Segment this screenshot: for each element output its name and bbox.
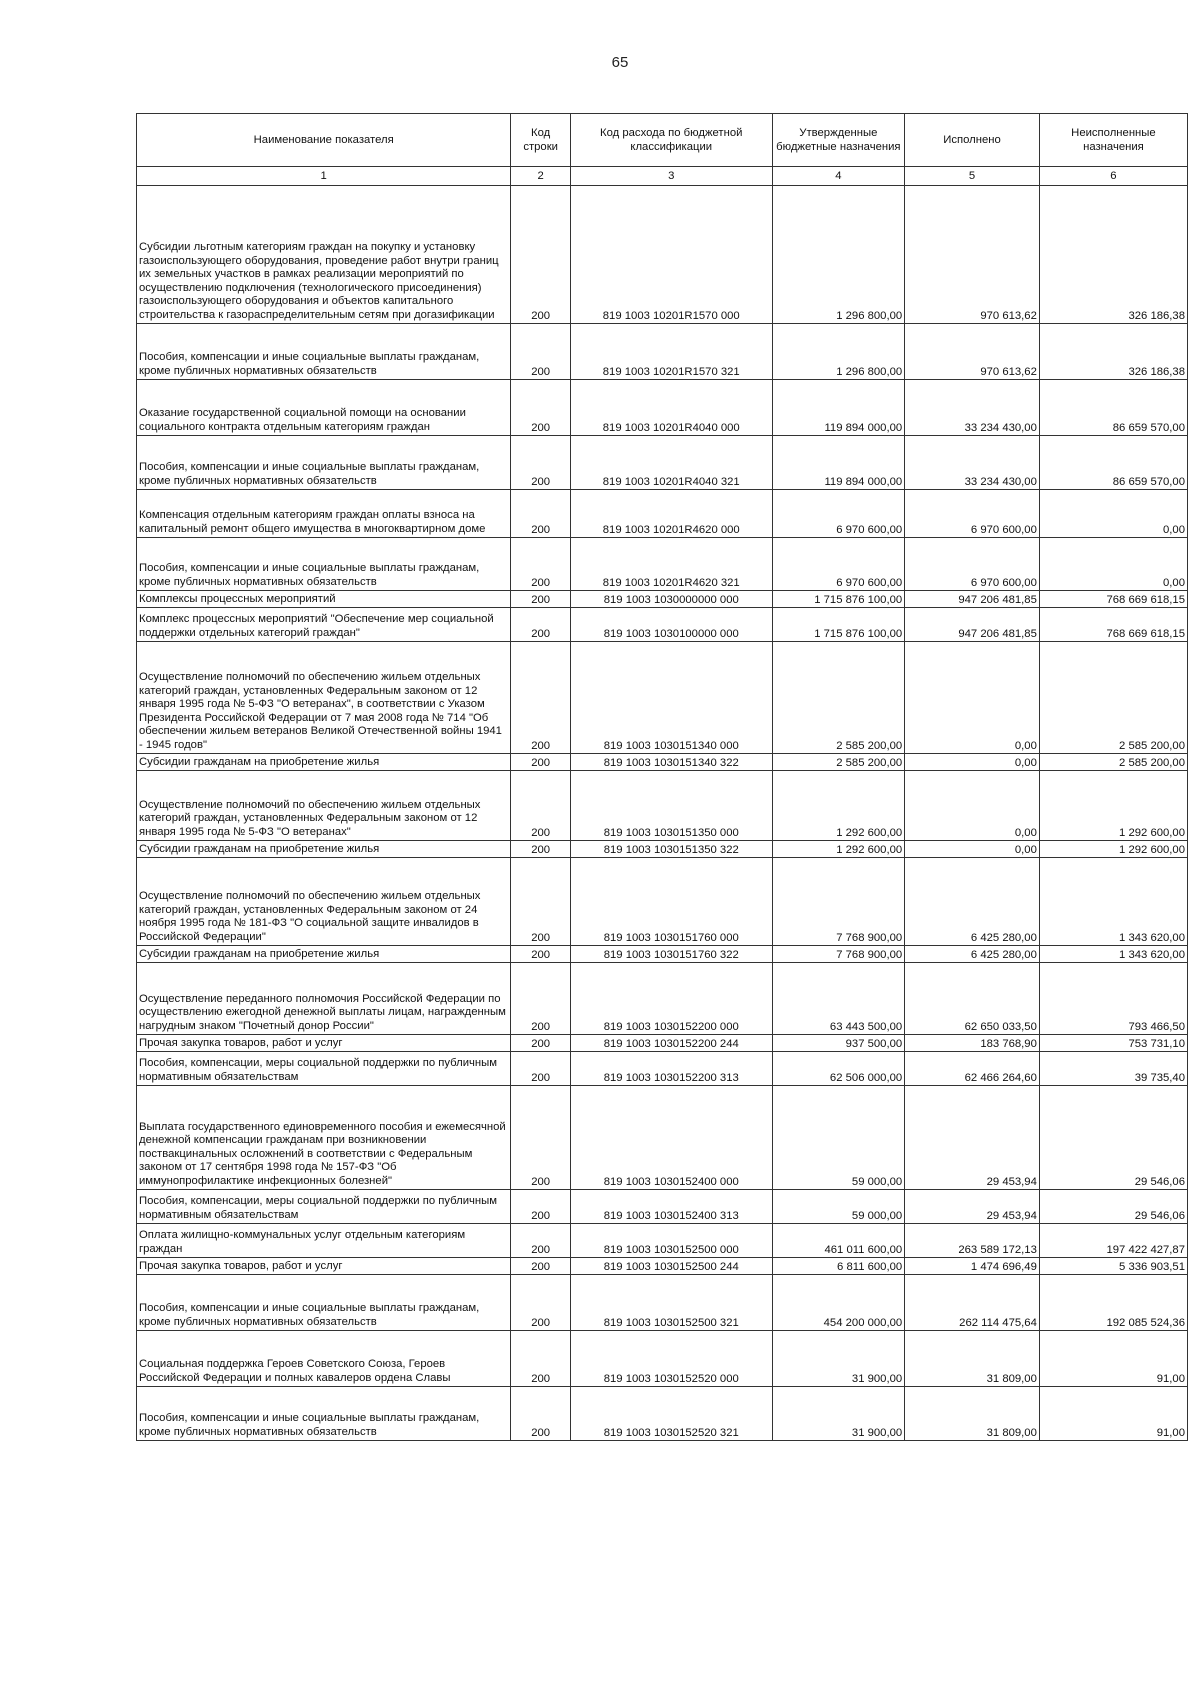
row-expense-code: 819 1003 1030152200 244 <box>570 1035 772 1052</box>
row-name: Пособия, компенсации и иные социальные выплаты гражданам, кроме публичных нормативных обязательств <box>137 436 511 490</box>
row-line-code: 200 <box>511 324 571 380</box>
table-row <box>137 858 1188 946</box>
row-executed: 62 650 033,50 <box>905 963 1040 1035</box>
row-line-code: 200 <box>511 1331 571 1387</box>
header-line-code: Код строки <box>511 114 571 167</box>
row-approved: 6 811 600,00 <box>772 1258 905 1275</box>
row-line-code: 200 <box>511 490 571 538</box>
row-expense-code: 819 1003 10201R4040 321 <box>570 436 772 490</box>
row-approved: 461 011 600,00 <box>772 1224 905 1258</box>
row-name: Пособия, компенсации, меры социальной поддержки по публичным нормативным обязательствам <box>137 1190 511 1224</box>
row-name: Пособия, компенсации и иные социальные выплаты гражданам, кроме публичных нормативных обязательств <box>137 1387 511 1441</box>
row-name: Компенсация отдельным категориям граждан оплаты взноса на капитальный ремонт общего имущества в многоквартирном доме <box>137 490 511 538</box>
row-remaining: 2 585 200,00 <box>1039 642 1187 754</box>
row-name: Субсидии льготным категориям граждан на покупку и установку газоиспользующего оборудования, проведение работ внутри границ их земельных участков в рамках реализации мероприятий по осуществлению подключения (технологического присоединения) газоиспользующего оборудования и объектов капитального строительства к газораспределительным сетям при догазификации <box>137 186 511 324</box>
row-executed: 33 234 430,00 <box>905 436 1040 490</box>
table-row <box>137 1035 1188 1052</box>
row-remaining: 39 735,40 <box>1039 1052 1187 1086</box>
row-name: Осуществление полномочий по обеспечению жильем отдельных категорий граждан, установленных Федеральным законом от 12 января 1995 года № 5-ФЗ "О ветеранах", в соответствии с Указом Президента Российской Федерации от 7 мая 2008 года № 714 "Об обеспечении жильем ветеранов Великой Отечественной войны 1941 - 1945 годов" <box>137 642 511 754</box>
row-name: Субсидии гражданам на приобретение жилья <box>137 841 511 858</box>
row-expense-code: 819 1003 1030152400 313 <box>570 1190 772 1224</box>
row-name: Социальная поддержка Героев Советского Союза, Героев Российской Федерации и полных кавалеров ордена Славы <box>137 1331 511 1387</box>
row-line-code: 200 <box>511 538 571 591</box>
row-name: Выплата государственного единовременного пособия и ежемесячной денежной компенсации гражданам при возникновении поствакцинальных осложнений в соответствии с Федеральным законом от 17 сентября 1998 года № 157-ФЗ "Об иммунопрофилактике инфекционных болезней" <box>137 1086 511 1190</box>
row-name: Пособия, компенсации и иные социальные выплаты гражданам, кроме публичных нормативных обязательств <box>137 538 511 591</box>
row-approved: 119 894 000,00 <box>772 380 905 436</box>
row-executed: 947 206 481,85 <box>905 608 1040 642</box>
row-name: Оказание государственной социальной помощи на основании социального контракта отдельным категориям граждан <box>137 380 511 436</box>
row-name: Осуществление переданного полномочия Российской Федерации по осуществлению ежегодной денежной выплаты лицам, награжденным нагрудным знаком "Почетный донор России" <box>137 963 511 1035</box>
budget-execution-table <box>136 113 1188 1441</box>
row-remaining: 29 546,06 <box>1039 1190 1187 1224</box>
header-remaining: Неисполненные назначения <box>1039 114 1187 167</box>
row-approved: 59 000,00 <box>772 1190 905 1224</box>
row-expense-code: 819 1003 10201R4620 321 <box>570 538 772 591</box>
row-line-code: 200 <box>511 608 571 642</box>
table-row <box>137 186 1188 324</box>
row-line-code: 200 <box>511 186 571 324</box>
row-approved: 119 894 000,00 <box>772 436 905 490</box>
row-remaining: 753 731,10 <box>1039 1035 1187 1052</box>
row-expense-code: 819 1003 1030151350 000 <box>570 771 772 841</box>
table-row <box>137 1086 1188 1190</box>
row-line-code: 200 <box>511 1052 571 1086</box>
row-name: Субсидии гражданам на приобретение жилья <box>137 754 511 771</box>
row-executed: 29 453,94 <box>905 1086 1040 1190</box>
row-line-code: 200 <box>511 858 571 946</box>
row-expense-code: 819 1003 1030000000 000 <box>570 591 772 608</box>
row-remaining: 768 669 618,15 <box>1039 608 1187 642</box>
header-indicator-name: Наименование показателя <box>137 114 511 167</box>
row-remaining: 29 546,06 <box>1039 1086 1187 1190</box>
row-approved: 1 296 800,00 <box>772 186 905 324</box>
row-remaining: 1 292 600,00 <box>1039 771 1187 841</box>
column-number: 4 <box>772 167 905 186</box>
row-executed: 0,00 <box>905 642 1040 754</box>
row-approved: 1 715 876 100,00 <box>772 591 905 608</box>
row-name: Прочая закупка товаров, работ и услуг <box>137 1035 511 1052</box>
table-row <box>137 1387 1188 1441</box>
row-executed: 970 613,62 <box>905 186 1040 324</box>
table-row <box>137 841 1188 858</box>
row-remaining: 0,00 <box>1039 538 1187 591</box>
row-name: Субсидии гражданам на приобретение жилья <box>137 946 511 963</box>
row-remaining: 91,00 <box>1039 1387 1187 1441</box>
row-expense-code: 819 1003 1030152500 000 <box>570 1224 772 1258</box>
row-executed: 6 425 280,00 <box>905 946 1040 963</box>
row-remaining: 1 343 620,00 <box>1039 946 1187 963</box>
table-row <box>137 642 1188 754</box>
row-approved: 6 970 600,00 <box>772 490 905 538</box>
row-line-code: 200 <box>511 1258 571 1275</box>
row-line-code: 200 <box>511 642 571 754</box>
row-expense-code: 819 1003 10201R1570 321 <box>570 324 772 380</box>
table-row <box>137 324 1188 380</box>
row-approved: 31 900,00 <box>772 1331 905 1387</box>
table-row <box>137 1052 1188 1086</box>
row-line-code: 200 <box>511 1224 571 1258</box>
row-name: Комплексы процессных мероприятий <box>137 591 511 608</box>
row-expense-code: 819 1003 1030151760 322 <box>570 946 772 963</box>
row-executed: 0,00 <box>905 771 1040 841</box>
row-remaining: 768 669 618,15 <box>1039 591 1187 608</box>
row-approved: 1 296 800,00 <box>772 324 905 380</box>
row-approved: 454 200 000,00 <box>772 1275 905 1331</box>
header-approved: Утвержденные бюджетные назначения <box>772 114 905 167</box>
table-row <box>137 946 1188 963</box>
row-line-code: 200 <box>511 591 571 608</box>
table-row <box>137 771 1188 841</box>
row-name: Комплекс процессных мероприятий "Обеспечение мер социальной поддержки отдельных категорий граждан" <box>137 608 511 642</box>
row-approved: 59 000,00 <box>772 1086 905 1190</box>
row-line-code: 200 <box>511 1190 571 1224</box>
table-row <box>137 591 1188 608</box>
row-remaining: 192 085 524,36 <box>1039 1275 1187 1331</box>
row-executed: 263 589 172,13 <box>905 1224 1040 1258</box>
row-remaining: 0,00 <box>1039 490 1187 538</box>
row-line-code: 200 <box>511 436 571 490</box>
row-remaining: 86 659 570,00 <box>1039 436 1187 490</box>
row-approved: 6 970 600,00 <box>772 538 905 591</box>
row-executed: 262 114 475,64 <box>905 1275 1040 1331</box>
table-row <box>137 754 1188 771</box>
page-number: 65 <box>611 54 629 71</box>
row-expense-code: 819 1003 10201R1570 000 <box>570 186 772 324</box>
header-executed: Исполнено <box>905 114 1040 167</box>
table-body <box>137 186 1188 1441</box>
row-line-code: 200 <box>511 841 571 858</box>
row-executed: 31 809,00 <box>905 1387 1040 1441</box>
row-expense-code: 819 1003 1030152520 000 <box>570 1331 772 1387</box>
row-remaining: 1 343 620,00 <box>1039 858 1187 946</box>
row-remaining: 86 659 570,00 <box>1039 380 1187 436</box>
row-remaining: 197 422 427,87 <box>1039 1224 1187 1258</box>
row-expense-code: 819 1003 1030152200 000 <box>570 963 772 1035</box>
row-name: Прочая закупка товаров, работ и услуг <box>137 1258 511 1275</box>
row-executed: 33 234 430,00 <box>905 380 1040 436</box>
row-expense-code: 819 1003 10201R4040 000 <box>570 380 772 436</box>
table-row <box>137 963 1188 1035</box>
row-name: Осуществление полномочий по обеспечению жильем отдельных категорий граждан, установленных Федеральным законом от 12 января 1995 года № 5-ФЗ "О ветеранах" <box>137 771 511 841</box>
table-row <box>137 380 1188 436</box>
table-row <box>137 1258 1188 1275</box>
row-approved: 63 443 500,00 <box>772 963 905 1035</box>
row-remaining: 326 186,38 <box>1039 324 1187 380</box>
row-approved: 1 292 600,00 <box>772 841 905 858</box>
row-expense-code: 819 1003 1030151340 322 <box>570 754 772 771</box>
column-number-row <box>137 167 1188 186</box>
row-approved: 7 768 900,00 <box>772 946 905 963</box>
row-line-code: 200 <box>511 963 571 1035</box>
row-approved: 62 506 000,00 <box>772 1052 905 1086</box>
row-approved: 1 292 600,00 <box>772 771 905 841</box>
row-line-code: 200 <box>511 1035 571 1052</box>
row-expense-code: 819 1003 1030152520 321 <box>570 1387 772 1441</box>
row-line-code: 200 <box>511 771 571 841</box>
row-approved: 7 768 900,00 <box>772 858 905 946</box>
row-approved: 2 585 200,00 <box>772 642 905 754</box>
column-number: 1 <box>137 167 511 186</box>
row-remaining: 793 466,50 <box>1039 963 1187 1035</box>
row-name: Оплата жилищно-коммунальных услуг отдельным категориям граждан <box>137 1224 511 1258</box>
row-expense-code: 819 1003 1030152400 000 <box>570 1086 772 1190</box>
row-executed: 183 768,90 <box>905 1035 1040 1052</box>
row-expense-code: 819 1003 1030151350 322 <box>570 841 772 858</box>
row-line-code: 200 <box>511 1387 571 1441</box>
row-name: Осуществление полномочий по обеспечению жильем отдельных категорий граждан, установленных Федеральным законом от 24 ноября 1995 года № 181-ФЗ "О социальной защите инвалидов в Российской Федерации" <box>137 858 511 946</box>
row-line-code: 200 <box>511 380 571 436</box>
row-remaining: 1 292 600,00 <box>1039 841 1187 858</box>
row-approved: 2 585 200,00 <box>772 754 905 771</box>
table-row <box>137 538 1188 591</box>
row-expense-code: 819 1003 1030151760 000 <box>570 858 772 946</box>
column-number: 2 <box>511 167 571 186</box>
row-remaining: 5 336 903,51 <box>1039 1258 1187 1275</box>
table-row <box>137 1190 1188 1224</box>
column-number: 3 <box>570 167 772 186</box>
row-expense-code: 819 1003 1030100000 000 <box>570 608 772 642</box>
row-name: Пособия, компенсации и иные социальные выплаты гражданам, кроме публичных нормативных обязательств <box>137 1275 511 1331</box>
row-line-code: 200 <box>511 1275 571 1331</box>
header-expense-code: Код расхода по бюджетной классификации <box>570 114 772 167</box>
table-header-row <box>137 114 1188 167</box>
row-executed: 1 474 696,49 <box>905 1258 1040 1275</box>
table-row <box>137 1224 1188 1258</box>
row-executed: 970 613,62 <box>905 324 1040 380</box>
row-approved: 1 715 876 100,00 <box>772 608 905 642</box>
row-expense-code: 819 1003 10201R4620 000 <box>570 490 772 538</box>
table-row <box>137 608 1188 642</box>
table-row <box>137 1275 1188 1331</box>
table-row <box>137 1331 1188 1387</box>
row-executed: 29 453,94 <box>905 1190 1040 1224</box>
row-expense-code: 819 1003 1030152200 313 <box>570 1052 772 1086</box>
row-expense-code: 819 1003 1030152500 244 <box>570 1258 772 1275</box>
row-name: Пособия, компенсации и иные социальные выплаты гражданам, кроме публичных нормативных обязательств <box>137 324 511 380</box>
row-expense-code: 819 1003 1030151340 000 <box>570 642 772 754</box>
table-row <box>137 436 1188 490</box>
row-approved: 31 900,00 <box>772 1387 905 1441</box>
row-executed: 0,00 <box>905 754 1040 771</box>
row-line-code: 200 <box>511 946 571 963</box>
row-approved: 937 500,00 <box>772 1035 905 1052</box>
row-executed: 0,00 <box>905 841 1040 858</box>
column-number: 5 <box>905 167 1040 186</box>
row-executed: 62 466 264,60 <box>905 1052 1040 1086</box>
row-remaining: 326 186,38 <box>1039 186 1187 324</box>
row-name: Пособия, компенсации, меры социальной поддержки по публичным нормативным обязательствам <box>137 1052 511 1086</box>
row-remaining: 91,00 <box>1039 1331 1187 1387</box>
row-executed: 947 206 481,85 <box>905 591 1040 608</box>
row-line-code: 200 <box>511 754 571 771</box>
row-executed: 6 970 600,00 <box>905 538 1040 591</box>
row-line-code: 200 <box>511 1086 571 1190</box>
row-executed: 6 970 600,00 <box>905 490 1040 538</box>
table-row <box>137 490 1188 538</box>
row-remaining: 2 585 200,00 <box>1039 754 1187 771</box>
column-number: 6 <box>1039 167 1187 186</box>
row-executed: 31 809,00 <box>905 1331 1040 1387</box>
row-expense-code: 819 1003 1030152500 321 <box>570 1275 772 1331</box>
row-executed: 6 425 280,00 <box>905 858 1040 946</box>
